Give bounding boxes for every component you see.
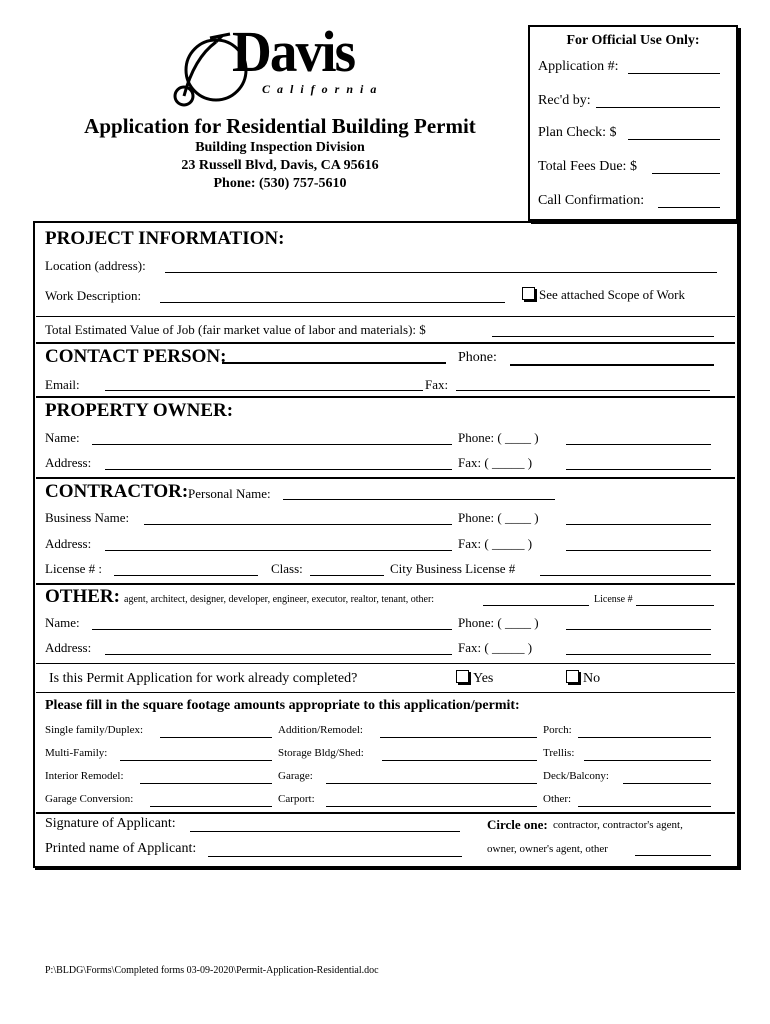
work-description-field[interactable]	[160, 302, 505, 303]
other-address-label: Address:	[45, 640, 92, 655]
owner-name-label: Name:	[45, 430, 80, 445]
plan-check-field[interactable]	[628, 139, 720, 140]
document-path: P:\BLDG\Forms\Completed forms 03-09-2020\Permit-Application-Residential.doc	[45, 965, 379, 976]
work-completed-yes-checkbox[interactable]	[456, 670, 493, 687]
contractor-class-label: Class:	[271, 561, 303, 576]
contractor-business-name-label: Business Name:	[45, 510, 130, 525]
contractor-phone-field[interactable]	[566, 524, 711, 525]
city-logo	[170, 19, 390, 112]
division-address: 23 Russell Blvd, Davis, CA 95616	[181, 158, 379, 173]
owner-phone-field[interactable]	[566, 444, 711, 445]
checkbox-icon	[456, 670, 469, 683]
porch-field[interactable]	[578, 737, 711, 738]
form-title: Application for Residential Building Permit	[84, 114, 476, 138]
total-fees-label: Total Fees Due: $	[538, 159, 637, 174]
other-name-field[interactable]	[92, 629, 452, 630]
call-confirmation-label: Call Confirmation:	[538, 193, 645, 208]
applicant-roles-line-2[interactable]: owner, owner's agent, other	[487, 843, 608, 855]
call-confirmation-field[interactable]	[658, 207, 720, 208]
signature-label: Signature of Applicant:	[45, 816, 176, 831]
other-license-field[interactable]	[636, 605, 714, 606]
contractor-business-name-field[interactable]	[144, 524, 452, 525]
location-label: Location (address):	[45, 258, 146, 273]
city-business-license-label: City Business License #	[390, 561, 516, 576]
other-phone-field[interactable]	[566, 629, 711, 630]
other-name-label: Name:	[45, 615, 80, 630]
owner-address-label: Address:	[45, 455, 92, 470]
interior-remodel-field[interactable]	[140, 783, 272, 784]
contact-name-field[interactable]	[222, 362, 446, 364]
other-fax-field[interactable]	[566, 654, 711, 655]
contact-phone-label: Phone:	[458, 350, 497, 365]
deck-balcony-label: Deck/Balcony:	[543, 770, 609, 782]
owner-fax-label: Fax: ( _____ )	[458, 455, 533, 470]
main-form-frame	[33, 221, 739, 868]
recd-by-label: Rec'd by:	[538, 93, 591, 108]
contractor-phone-label: Phone: ( ____ )	[458, 510, 539, 525]
contact-fax-label: Fax:	[425, 377, 449, 392]
other-sqft-label: Other:	[543, 793, 572, 805]
contractor-license-field[interactable]	[114, 575, 258, 576]
location-field[interactable]	[165, 272, 717, 273]
owner-phone-label: Phone: ( ____ )	[458, 430, 539, 445]
other-sqft-field[interactable]	[578, 806, 711, 807]
division-phone: Phone: (530) 757-5610	[213, 176, 347, 191]
owner-section-heading: PROPERTY OWNER:	[45, 400, 234, 421]
garage-field[interactable]	[326, 783, 537, 784]
logo-state: California	[262, 82, 384, 96]
carport-label: Carport:	[278, 793, 315, 805]
other-roles-field[interactable]	[483, 605, 589, 606]
divider	[36, 663, 735, 664]
multi-family-label: Multi-Family:	[45, 747, 108, 759]
total-fees-field[interactable]	[652, 173, 720, 174]
trellis-label: Trellis:	[543, 747, 575, 759]
contractor-address-label: Address:	[45, 536, 92, 551]
scope-of-work-checkbox[interactable]	[522, 287, 685, 303]
owner-name-field[interactable]	[92, 444, 452, 445]
contact-fax-field[interactable]	[456, 390, 710, 391]
logo-wordmark: Davis	[232, 19, 355, 84]
work-description-label: Work Description:	[45, 288, 142, 303]
work-completed-no-checkbox[interactable]	[566, 670, 600, 687]
work-completed-question: Is this Permit Application for work already completed?	[49, 671, 358, 686]
garage-label: Garage:	[278, 770, 313, 782]
single-family-label: Single family/Duplex:	[45, 724, 144, 736]
divider	[36, 812, 735, 814]
interior-remodel-label: Interior Remodel:	[45, 770, 124, 782]
contractor-personal-name-field[interactable]	[283, 499, 555, 500]
contractor-license-label: License # :	[45, 561, 103, 576]
contact-email-field[interactable]	[105, 390, 423, 391]
addition-remodel-field[interactable]	[380, 737, 537, 738]
contractor-fax-field[interactable]	[566, 550, 711, 551]
divider	[36, 396, 735, 398]
division-name: Building Inspection Division	[195, 140, 365, 155]
owner-fax-field[interactable]	[566, 469, 711, 470]
carport-field[interactable]	[326, 806, 537, 807]
other-fax-label: Fax: ( _____ )	[458, 640, 533, 655]
multi-family-field[interactable]	[120, 760, 272, 761]
city-business-license-field[interactable]	[540, 575, 711, 576]
contact-section-heading: CONTACT PERSON:	[45, 346, 227, 367]
application-number-label: Application #:	[538, 59, 619, 74]
checkbox-icon	[522, 287, 535, 300]
other-roles-label: agent, architect, designer, developer, engineer, executor, realtor, tenant, other:	[124, 594, 435, 605]
applicant-role-other-field[interactable]	[635, 855, 711, 856]
other-license-label: License #	[594, 594, 633, 605]
trellis-field[interactable]	[584, 760, 711, 761]
scope-of-work-label: See attached Scope of Work	[539, 287, 685, 302]
garage-conversion-label: Garage Conversion:	[45, 793, 134, 805]
no-label: No	[583, 671, 601, 686]
divider	[36, 342, 735, 344]
divider	[36, 477, 735, 479]
other-phone-label: Phone: ( ____ )	[458, 615, 539, 630]
official-use-title: For Official Use Only:	[566, 33, 700, 48]
addition-remodel-label: Addition/Remodel:	[278, 724, 363, 736]
circle-one-label: Circle one:	[487, 817, 548, 832]
contractor-section-heading: CONTRACTOR:	[45, 481, 189, 502]
single-family-field[interactable]	[160, 737, 272, 738]
storage-shed-label: Storage Bldg/Shed:	[278, 747, 364, 759]
project-section-heading: PROJECT INFORMATION:	[45, 228, 285, 249]
applicant-roles-line-1[interactable]: contractor, contractor's agent,	[553, 819, 683, 831]
garage-conversion-field[interactable]	[150, 806, 272, 807]
total-value-field[interactable]	[492, 336, 714, 337]
other-address-field[interactable]	[105, 654, 452, 655]
divider	[36, 692, 735, 693]
official-use-box	[528, 25, 738, 221]
contractor-personal-name-label: Personal Name:	[188, 486, 271, 501]
owner-address-field[interactable]	[105, 469, 452, 470]
printed-name-field[interactable]	[208, 856, 462, 857]
checkbox-icon	[566, 670, 579, 683]
signature-field[interactable]	[190, 831, 460, 832]
divider	[36, 583, 735, 585]
application-number-field[interactable]	[628, 73, 720, 74]
contact-phone-field[interactable]	[510, 364, 714, 366]
contact-email-label: Email:	[45, 377, 80, 392]
other-section-heading: OTHER:	[45, 586, 120, 607]
storage-shed-field[interactable]	[382, 760, 537, 761]
square-footage-heading: Please fill in the square footage amounts appropriate to this application/permit:	[45, 698, 520, 713]
total-value-label: Total Estimated Value of Job (fair market value of labor and materials): $	[45, 322, 426, 337]
recd-by-field[interactable]	[596, 107, 720, 108]
yes-label: Yes	[473, 671, 494, 686]
divider	[36, 316, 735, 317]
deck-balcony-field[interactable]	[623, 783, 711, 784]
porch-label: Porch:	[543, 724, 572, 736]
contractor-address-field[interactable]	[105, 550, 452, 551]
plan-check-label: Plan Check: $	[538, 125, 617, 140]
contractor-fax-label: Fax: ( _____ )	[458, 536, 533, 551]
printed-name-label: Printed name of Applicant:	[45, 841, 197, 856]
contractor-class-field[interactable]	[310, 575, 384, 576]
